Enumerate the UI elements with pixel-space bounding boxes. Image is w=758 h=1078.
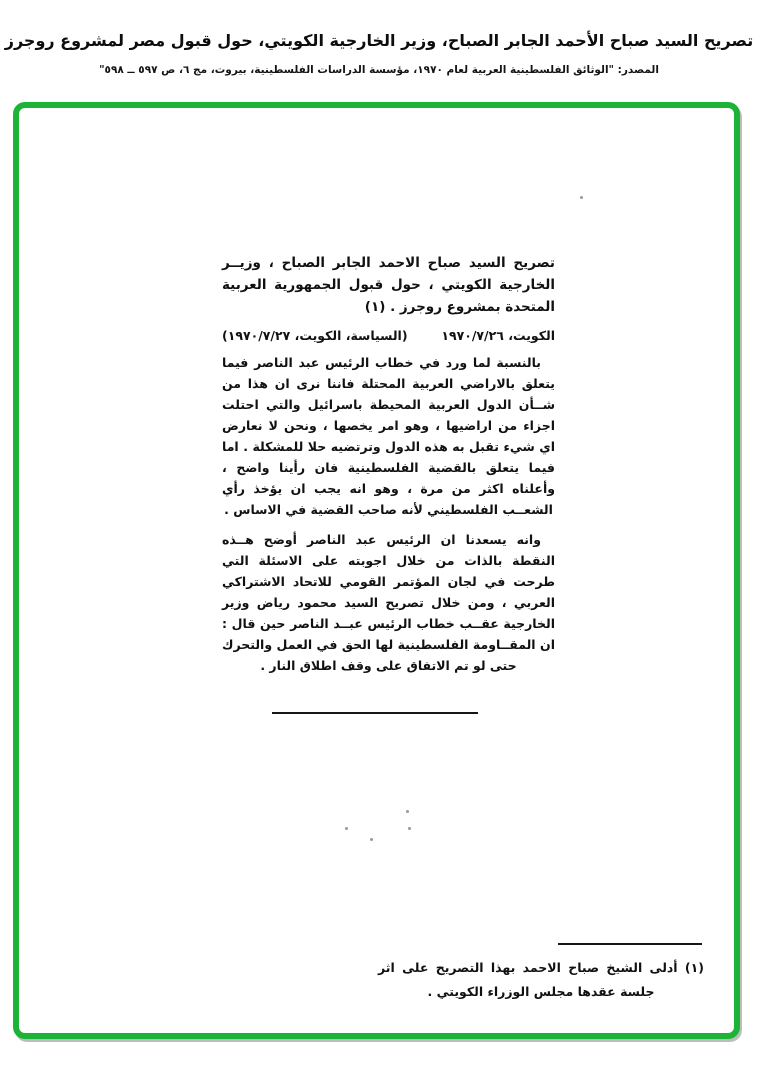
page-title: تصريح السيد صباح الأحمد الجابر الصباح، وزير الخارجية الكويتي، حول قبول مصر لمشروع روجرز — [4, 31, 754, 50]
scan-speck — [406, 810, 409, 813]
dateline-publication: (السياسة، الكويت، ١٩٧٠/٧/٢٧) — [222, 328, 408, 343]
document-body — [222, 252, 555, 714]
scan-speck — [345, 827, 348, 830]
dateline — [222, 328, 555, 343]
body-paragraph: بالنسبة لما ورد في خطاب الرئيس عبد الناصر فيما يتعلق بالاراضي العربية المحتلة فاننا نرى ان هذا من شــأن الدول العربية المحيطة باسرائيل والتي احتلت اجزاء من اراضيها ، وهو امر يخصها ، ونحن لا نعارض اي شيء تقبل به هذه الدول وترتضيه حلا للمشكلة . اما فيما يتعلق بالقضية الفلسطينية فان رأينا واضح ، وأعلناه اكثر من مرة ، وهو انه يجب ان يؤخذ رأي الشعــب الفلسطيني لأنه صاحب القضية في الاساس . — [222, 355, 555, 517]
body-paragraph: وانه يسعدنا ان الرئيس عبد الناصر أوضح هــذه النقطة بالذات من خلال اجوبته على الاسئلة التي طرحت في لجان المؤتمر القومي للاتحاد الاشتراكي العربي ، ومن خلال تصريح السيد محمود رياض وزير الخارجية عقــب خطاب الرئيس عبــد الناصر حين قال : ان المقــاومة الفلسطينية لها الحق في العمل والتحرك حتى لو تم الاتفاق على وقف اطلاق النار . — [222, 532, 555, 673]
footnote-separator — [558, 943, 702, 945]
footnote: (١) أدلى الشيخ صباح الاحمد بهذا التصريح على اثر جلسة عقدها مجلس الوزراء الكويتي . — [378, 960, 704, 999]
document-frame — [13, 102, 740, 1039]
dateline-place-date: الكويت، ١٩٧٠/٧/٢٦ — [441, 328, 555, 343]
end-separator — [272, 712, 478, 714]
scan-speck — [408, 827, 411, 830]
scan-speck — [580, 196, 583, 199]
scan-speck — [370, 838, 373, 841]
source-citation: المصدر: "الوثائق الفلسطينية العربية لعام ١٩٧٠، مؤسسة الدراسات الفلسطينية، بيروت، مج ٦، ص ٥٩٧ ــ ٥٩٨" — [99, 64, 659, 76]
document-heading: تصريح السيد صباح الاحمد الجابر الصباح ، وزيــر الخارجية الكويتي ، حول قبول الجمهورية العربية المتحدة بمشروع روجرز . (١) — [222, 255, 555, 315]
